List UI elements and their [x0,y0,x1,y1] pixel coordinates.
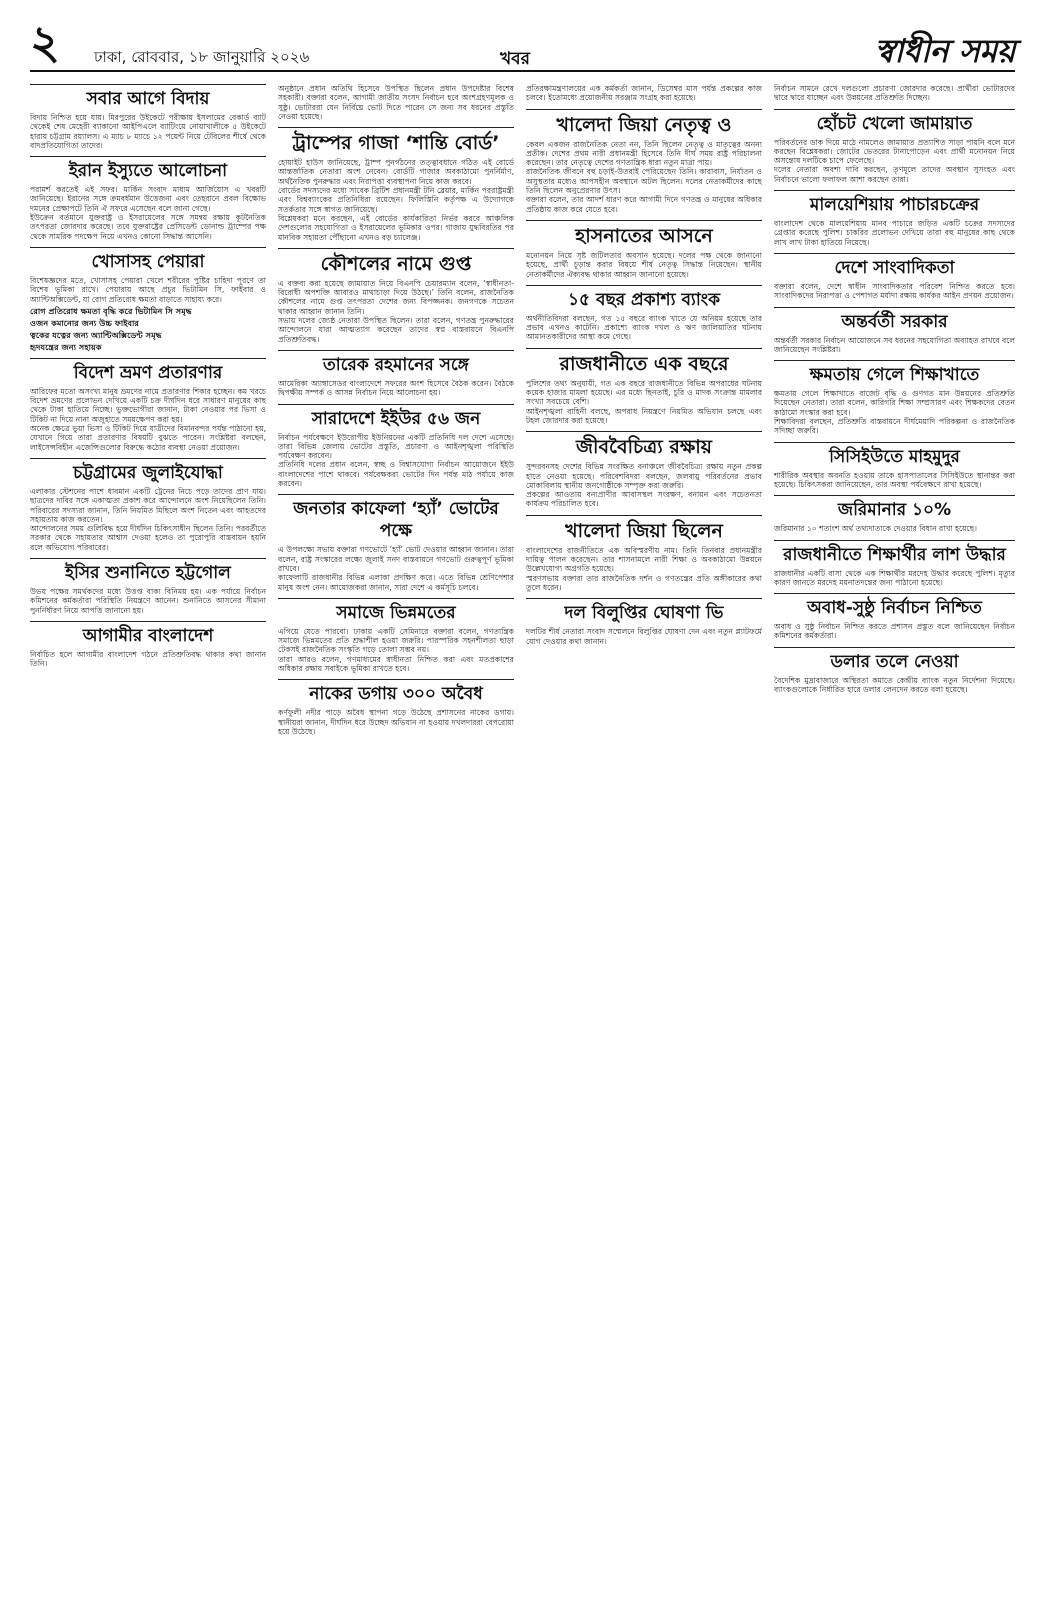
article [278,84,514,121]
article-subhead: ত্বকের যত্নের জন্য অ্যান্টিঅক্সিডেন্ট সমৃদ্ধ [30,329,162,340]
article-paragraph: নির্বাচন পর্যবেক্ষণে ইউরোপীয় ইউনিয়নের একটি প্রতিনিধি দল দেশে এসেছে। তারা বিভিন্ন জেলায় ভোটের প্রস্তুতি, প্রচারণা ও আইনশৃঙ্খলা পরিস্থিতি পর্যবেক্ষণ করবেন। [278,432,514,461]
article-headline[interactable]: তারেক রহমানের সঙ্গে [323,354,469,375]
article-paragraph: অনেক ক্ষেত্রে ভুয়া ভিসা ও টিকিট দিয়ে যাত্রীদের বিমানবন্দর পর্যন্ত পাঠানো হয়, যেখানে গিয়ে তারা প্রতারণার বিষয়টি বুঝতে পারেন। সংশ্লিষ্টরা বলছেন, লাইসেন্সবিহীন এজেন্সিগুলোর বিরুদ্ধে কঠোর ব্যবস্থা নেওয়া প্রয়োজন। [30,424,266,452]
article-paragraph: মনোনয়ন নিয়ে সৃষ্ট জটিলতার অবসান হয়েছে। দলের পক্ষ থেকে জানানো হয়েছে, প্রার্থী চূড়ান্ত করার বিষয়ে শীর্ষ নেতৃত্ব সিদ্ধান্ত নিয়েছেন। স্থানীয় নেতাকর্মীদের ঐক্যবদ্ধ থাকার আহ্বান জানানো হয়েছে। [526,250,762,279]
article-headline[interactable]: রাজধানীতে শিক্ষার্থীর লাশ উদ্ধার [783,544,1006,565]
article [526,84,762,103]
article-paragraph: বক্তারা বলেন, দেশে স্বাধীন সাংবাদিকতার পরিবেশ নিশ্চিত করতে হবে। সাংবাদিকদের নিরাপত্তা ও পেশাগত মর্যাদা রক্ষায় কার্যকর আইন প্রণয়ন প্রয়োজন। [774,281,1015,301]
article-paragraph: বিদায় নিশ্চিত হয়ে যায়। মিরপুরের উইকেটে পরীক্ষায় ইসলামের বেকার্ড ব্যাট থেকেই শেষ মেহেরী ব্যাকানো আইপিএলে ব্যাটিংয়ে নোয়াখালীকে ৫ উইকেটে হারায় চট্টগ্রাম রয়্যালস। এ ম্যাচ ৮ ম্যাচে ১২ পয়েন্ট নিয়ে টেবিলের শীর্ষে থেকে বাদপ্রতিযোগিতা তাদের। [30,113,266,150]
article [278,404,514,489]
article-headline[interactable]: সমাজে ভিন্নমতের [336,602,456,623]
article [526,598,762,646]
column-4 [774,84,1015,1584]
article-paragraph: কাফেলাটি রাজধানীর বিভিন্ন এলাকা প্রদক্ষিণ করে। এতে বিভিন্ন শ্রেণিপেশার মানুষ অংশ নেন। আয়োজকরা জানান, সারা দেশে এ কর্মসূচি চলবে। [278,573,514,592]
article [774,190,1015,247]
article-headline[interactable]: হোঁচট খেলো জামায়াত [816,113,973,134]
column-3 [526,84,762,1584]
article [526,220,762,279]
article-headline[interactable]: বিদেশ ভ্রমণ প্রতারণার [73,362,223,383]
article-paragraph: সুন্দরবনসহ দেশের বিভিন্ন সংরক্ষিত বনাঞ্চলে জীববৈচিত্র্য রক্ষায় নতুন প্রকল্প হাতে নেওয়া হয়েছে। পরিবেশবিদরা বলছেন, জলবায়ু পরিবর্তনের প্রভাব মোকাবিলায় স্থানীয় জনগোষ্ঠীকে সম্পৃক্ত করা জরুরি। [526,462,762,490]
article-paragraph: বাংলাদেশ থেকে মালয়েশিয়ায় মানব পাচারে জড়িত একটি চক্রের সদস্যদের গ্রেপ্তার করেছে পুলিশ। চাকরির প্রলোভন দেখিয়ে তারা বহু মানুষের কাছ থেকে লাখ লাখ টাকা হাতিয়ে নিয়েছে। [774,219,1015,247]
article [30,84,266,150]
article-paragraph: বিশ্লেষকরা মনে করছেন, এই বোর্ডের কার্যকারিতা নির্ভর করবে আঞ্চলিক দেশগুলোর সহযোগিতা ও ইসরায়েলের ভূমিকার ওপর। গাজায় যুদ্ধবিরতির পর মানবিক সহায়তা পৌঁছানো এখনও বড় চ্যালেঞ্জ। [278,213,514,242]
article-paragraph: বাংলাদেশের রাজনীতিতে এক অবিস্মরণীয় নাম। তিনি তিনবার প্রধানমন্ত্রীর দায়িত্ব পালন করেছেন। তার শাসনামলে নারী শিক্ষা ও অবকাঠামো উন্নয়নে উল্লেখযোগ্য অগ্রগতি হয়েছে। [526,545,762,574]
article-headline[interactable]: ইসির শুনানিতে হট্টগোল [65,563,231,584]
article-headline[interactable]: চট্টগ্রামের জুলাইযোদ্ধা [73,462,223,483]
article-paragraph: উভয় পক্ষের সমর্থকদের মধ্যে উত্তপ্ত বাক্য বিনিময় হয়। এক পর্যায়ে নির্বাচন কমিশনের কর্মকর্তারা পরিস্থিতি নিয়ন্ত্রণে আনেন। শুনানিতে আসনের সীমানা পুনর্নির্ধারণ নিয়ে আপত্তি জানানো হয়। [30,587,266,615]
article-paragraph: অবাধ ও সুষ্ঠু নির্বাচন নিশ্চিত করতে প্রশাসন প্রস্তুত বলে জানিয়েছেন নির্বাচন কমিশনের কর্মকর্তারা। [774,622,1015,641]
article-headline[interactable]: খোসাসহ পেয়ারা [91,251,205,272]
article-paragraph: বৈদেশিক মুদ্রাবাজারে অস্থিরতা কমাতে কেন্দ্রীয় ব্যাংক নতুন নির্দেশনা দিয়েছে। ব্যাংকগুলোকে নির্ধারিত হারে ডলার লেনদেন করতে বলা হয়েছে। [774,675,1015,695]
newspaper-brand: স্বাধীন সময় [874,32,1015,70]
article-subhead: হৃদযন্ত্রের জন্য সহায়ক [30,341,102,352]
article-headline[interactable]: খালেদা জিয়া নেতৃত্ব ও [556,113,732,136]
column-2 [278,84,514,1584]
article-paragraph: প্রতিনিধি দলের প্রধান বলেন, স্বচ্ছ ও বিশ্বাসযোগ্য নির্বাচন আয়োজনে ইইউ বাংলাদেশের পাশে থাকবে। পর্যবেক্ষকরা ভোটের দিন পর্যন্ত মাঠ পর্যায়ে কাজ করবেন। [278,460,514,489]
article [526,109,762,214]
article-subhead: ওজন কমানোর জন্য উচ্চ ফাইবার [30,317,139,328]
article [774,253,1015,301]
article [30,558,266,615]
article [278,248,514,344]
article-headline[interactable]: হাসনাতের আসনে [575,224,713,247]
article-paragraph: শারীরিক অবস্থার অবনতি হওয়ায় তাকে হাসপাতালের সিসিইউতে স্থানান্তর করা হয়েছে। চিকিৎসকরা জানিয়েছেন, তার অবস্থা পর্যবেক্ষণে রাখা হয়েছে। [774,470,1015,489]
article-paragraph: পরিবর্তনের ডাক দিয়ে মাঠে নামলেও জামায়াত প্রত্যাশিত সাড়া পায়নি বলে মনে করছেন বিশ্লেষকরা। জোটের ভেতরের টানাপোড়েন এবং প্রার্থী মনোনয়ন নিয়ে অসন্তোষ দলটিকে চাপে ফেলেছে। [774,137,1015,166]
article-headline[interactable]: ক্ষমতায় গেলে শিক্ষাখাতে [809,365,980,386]
article-paragraph: প্রতিরক্ষামন্ত্রণালয়ের এক কর্মকর্তা জানান, ডিসেম্বর মাস পর্যন্ত প্রকল্পের কাজ চলবে। ইতোমধ্যে প্রয়োজনীয় সরঞ্জাম সংগ্রহ করা হয়েছে। [526,84,762,103]
article [526,285,762,342]
article-paragraph: নির্বাচন সামনে রেখে দলগুলো প্রচারণা জোরদার করেছে। প্রার্থীরা ভোটারদের দ্বারে দ্বারে যাচ্ছেন এবং উন্নয়নের প্রতিশ্রুতি দিচ্ছেন। [774,84,1015,103]
article [278,494,514,591]
article [774,307,1015,355]
article [774,442,1015,490]
article-headline[interactable]: কৌশলের নামে গুপ্ত [320,252,472,275]
article-headline[interactable]: অন্তর্বর্তী সরকার [841,311,948,332]
article-headline[interactable]: দল বিলুপ্তির ঘোষণা ভি [564,603,724,624]
article-paragraph: অনুষ্ঠানে প্রধান অতিথি হিসেবে উপস্থিত ছিলেন প্রধান উপদেষ্টার বিশেষ সহকারী। বক্তারা বলেন, আগামী জাতীয় সংসদ নির্বাচন হবে অংশগ্রহণমূলক ও সুষ্ঠু। ভোটাররা যেন নির্বিঘ্নে ভোট দিতে পারেন সে জন্য সব ধরনের প্রস্তুতি নেওয়া হয়েছে। [278,84,514,121]
column-1 [30,84,266,1584]
article-headline[interactable]: নাকের ডগায় ৩০০ অবৈধ [309,684,483,705]
article [30,247,266,352]
article-paragraph: এলাকার স্টেশনের পাশে ধাবমান একটি ট্রেনের নিচে পড়ে তাদের প্রাণ যায়। ছাত্রদের দাবির সঙ্গে একাত্মতা প্রকাশ করে আন্দোলনে অংশ নিয়েছিলেন তিনি। পরিবারের সদস্যরা জানান, তিনি নিয়মিত মিছিলে অংশ নিতেন এবং আহতদের সহায়তায় কাজ করতেন। [30,486,266,524]
article-headline[interactable]: অবাধ-সুষ্ঠু নির্বাচন নিশ্চিত [807,598,982,619]
article [774,593,1015,641]
article [30,156,266,241]
article-paragraph: আইনশৃঙ্খলা বাহিনী বলছে, অপরাধ নিয়ন্ত্রণে নিয়মিত অভিযান চলছে এবং টহল জোরদার করা হয়েছে। [526,406,762,425]
article-paragraph: রাজনৈতিক জীবনে বহু চড়াই-উতরাই পেরিয়েছেন তিনি। কারাবাস, নির্যাতন ও অসুস্থতার মধ্যেও আপসহীন অবস্থানে অটল ছিলেন। দলের নেতাকর্মীদের কাছে তিনি ছিলেন অনুপ্রেরণার উৎস। [526,167,762,196]
article [774,84,1015,103]
article-headline[interactable]: দেশে সাংবাদিকতা [834,257,955,278]
article [774,495,1015,533]
article-headline[interactable]: ১৫ বছর প্রকাশ্য ব্যাংক [568,289,720,310]
article [526,348,762,425]
page-number: ২ [30,15,60,69]
article-headline[interactable]: ডলার তলে নেওয়া [830,651,959,672]
dateline: ঢাকা, রোববার, ১৮ জানুয়ারি ২০২৬ [94,48,310,66]
article-paragraph: নির্বাচিত হলে আগামীর বাংলাদেশ গঠনে প্রতিশ্রুতিবদ্ধ থাকার কথা জানান তিনি। [30,649,266,669]
article-headline[interactable]: আগামীর বাংলাদেশ [82,625,214,646]
article-paragraph: বক্তারা বলেন, তার আদর্শ ধারণ করে আগামী দিনে গণতন্ত্র ও মানুষের অধিকার প্রতিষ্ঠায় কাজ করে যেতে হবে। [526,195,762,214]
article [30,358,266,452]
article-paragraph: সভায় দলের জ্যেষ্ঠ নেতারা উপস্থিত ছিলেন। তারা বলেন, গণতন্ত্র পুনরুদ্ধারের আন্দোলনে যারা আত্মত্যাগ করেছেন তাদের স্বপ্ন বাস্তবায়নে বিএনপি প্রতিশ্রুতিবদ্ধ। [278,316,514,344]
article-headline[interactable]: ট্রাম্পের গাজা ‘শান্তি বোর্ড’ [292,132,500,155]
article [30,621,266,669]
article-paragraph: প্রকল্পের আওতায় বন্যপ্রাণীর আবাসস্থল সংরক্ষণ, বনায়ন এবং সচেতনতা কার্যক্রম পরিচালিত হবে। [526,490,762,509]
article-paragraph: দলের নেতারা অবশ্য দাবি করছেন, তৃণমূলে তাদের অবস্থান সুসংহত এবং নির্বাচনে ভালো ফলাফল আশা করছেন তারা। [774,165,1015,184]
article [774,109,1015,184]
article [278,350,514,398]
article-paragraph: ইউক্রেন বর্তমানে যুক্তরাষ্ট্র ও ইসরায়েলের সঙ্গে সমন্বয় রক্ষায় কূটনৈতিক তৎপরতা জোরদার করেছে। তবে যুক্তরাষ্ট্রের প্রেসিডেন্ট ডোনাল্ড ট্রাম্পের পক্ষ থেকে সামরিক পদক্ষেপ নিয়ে এখনও কোনো সিদ্ধান্ত আসেনি। [30,213,266,241]
article-headline[interactable]: মালয়েশিয়ায় পাচারচক্রের [809,195,980,216]
article-headline[interactable]: ইরান ইস্যুতে আলোচনা [68,161,228,182]
section-label: খবর [500,49,530,69]
article-paragraph: আমেরিকা অ্যাম্বাসেডর বাংলাদেশে সফরের অংশ হিসেবে বৈঠক করেন। বৈঠকে দ্বিপক্ষীয় সম্পর্ক ও আসন্ন নির্বাচন নিয়ে আলোচনা হয়। [278,378,514,398]
article-paragraph: তারা আরও বলেন, গণমাধ্যমের স্বাধীনতা নিশ্চিত করা এবং মতপ্রকাশের অধিকার রক্ষায় সবাইকে ভূমিকা রাখতে হবে। [278,654,514,673]
article-paragraph: অর্থনীতিবিদরা বলছেন, গত ১৫ বছরে ব্যাংক খাতে যে অনিয়ম হয়েছে তার প্রভাব এখনও কাটেনি। প্রকাশ্যে ব্যাংক দখল ও ঋণ জালিয়াতির ঘটনায় আমানতকারীদের আস্থা কমে গেছে। [526,313,762,342]
article-headline[interactable]: জরিমানার ১০% [837,500,952,521]
article-paragraph: রাজধানীর একটি বাসা থেকে এক শিক্ষার্থীর মরদেহ উদ্ধার করেছে পুলিশ। মৃত্যুর কারণ জানতে মরদেহ ময়নাতদন্তের জন্য পাঠানো হয়েছে। [774,568,1015,587]
article-paragraph: এ উপলক্ষ্যে সভায় বক্তারা গণভোটে ‘হ্যাঁ’ ভোট দেওয়ার আহ্বান জানান। তারা বলেন, রাষ্ট্র সংস্কারের লক্ষ্যে জুলাই সনদ বাস্তবায়নে গণভোট গুরুত্বপূর্ণ ভূমিকা রাখবে। [278,545,514,573]
article [774,360,1015,435]
article [30,458,266,552]
article-paragraph: জরিমানার ১০ শতাংশ অর্থ তথ্যদাতাকে দেওয়ার বিধান রাখা হয়েছে। [774,524,977,534]
article-paragraph: এগিয়ে যেতে পারবো। ঢাকায় একটি সেমিনারে বক্তারা বলেন, গণতান্ত্রিক সমাজে ভিন্নমতের প্রতি শ্রদ্ধাশীল হওয়া জরুরি। পারস্পরিক সহনশীলতা ছাড়া টেকসই রাজনৈতিক সংস্কৃতি গড়ে তোলা সম্ভব নয়। [278,626,514,655]
article-paragraph: দলটির শীর্ষ নেতারা সংবাদ সম্মেলনে বিলুপ্তির ঘোষণা দেন এবং নতুন প্ল্যাটফর্মে যোগ দেওয়ার কথা জানান। [526,627,762,646]
article-paragraph: অন্তর্বর্তী সরকার নির্বাচন আয়োজনে সব ধরনের সহযোগিতা অব্যাহত রাখবে বলে জানিয়েছেন সংশ্লিষ্টরা। [774,335,1015,354]
article-headline[interactable]: খালেদা জিয়া ছিলেন [565,519,723,542]
article-paragraph: বোর্ডের সদস্যদের মধ্যে সাবেক ব্রিটিশ প্রধানমন্ত্রী টনি ব্লেয়ার, মার্কিন পররাষ্ট্রমন্ত্রী এবং বিশ্বব্যাংকের প্রতিনিধিরা রয়েছেন। ফিলিস্তিনি কর্তৃপক্ষ এ উদ্যোগকে সতর্কতার সঙ্গে স্বাগত জানিয়েছে। [278,186,514,214]
article-headline[interactable]: রাজধানীতে এক বছরে [559,352,729,375]
article [278,127,514,242]
article-paragraph: এ বক্তব্য করা হয়েছে জামায়াত নিয়ে বিএনপি চেয়ারম্যান বলেন, ‘স্বাধীনতা-বিরোধী অপশক্তি আবারও মাথাচাড়া দিয়ে উঠছে।’ তিনি বলেন, রাজনৈতিক কৌশলের নামে গুপ্ত তৎপরতা দেশের জন্য বিপজ্জনক। জনগণকে সচেতন থাকার আহ্বান জানান তিনি। [278,278,514,316]
article-paragraph: পরামর্শ করতেই এই সফর। মার্কিন সংবাদ মাধ্যম আর্জিয়োস এ খবরটি জানিয়েছে। ইরানের সঙ্গে ক্রমবর্ধমান উত্তেজনা এবং তেহরানে প্রবল বিক্ষোভ দমনের প্রেক্ষাপটে তিনি ঐ সফরে এসেছেন বলে জানা গেছে। [30,185,266,213]
article [774,647,1015,695]
article-paragraph: আরিফের মতো অসংখ্য মানুষ ভ্রমণের নামে প্রতারণার শিকার হচ্ছেন। কম খরচে বিদেশ ভ্রমণের প্রলোভন দেখিয়ে একটি চক্র দীর্ঘদিন ধরে সাধারণ মানুষের কাছ থেকে টাকা হাতিয়ে নিচ্ছে। ভুক্তভোগীরা জানান, টাকা নেওয়ার পর ভিসা ও টিকিট না দিয়ে নানা অজুহাতে সময়ক্ষেপণ করা হয়। [30,386,266,424]
article [278,679,514,736]
article [278,598,514,673]
article-headline[interactable]: জীববৈচিত্র্য রক্ষায় [576,436,712,459]
article-paragraph: বিশেষজ্ঞদের মতে, খোসাসহ পেয়ারা খেলে শরীরের পুষ্টির চাহিদা পূরণে তা বিশেষ ভূমিকা রাখে। পেয়ারায় আছে প্রচুর ভিটামিন সি, ফাইবার ও অ্যান্টিঅক্সিডেন্ট, যা রোগ প্রতিরোধ ক্ষমতা বাড়াতে সাহায্য করে। [30,275,266,304]
article-paragraph: স্মরণসভায় বক্তারা তার রাজনৈতিক দর্শন ও গণতন্ত্রের প্রতি অঙ্গীকারের কথা তুলে ধরেন। [526,573,762,592]
article-paragraph: কর্ণফুলী নদীর পাড়ে অবৈধ স্থাপনা গড়ে উঠেছে প্রশাসনের নাকের ডগায়। স্থানীয়রা জানান, দীর্ঘদিন ধরে উচ্ছেদ অভিযান না হওয়ায় দখলদাররা বেপরোয়া হয়ে উঠেছে। [278,708,514,736]
article-paragraph: ক্ষমতায় গেলে শিক্ষাখাতে বাজেট বৃদ্ধি ও গুণগত মান উন্নয়নের প্রতিশ্রুতি দিয়েছেন নেতারা। তারা বলেন, কারিগরি শিক্ষা সম্প্রসারণ এবং শিক্ষকদের বেতন কাঠামো সংস্কার করা হবে। [774,389,1015,417]
article-headline[interactable]: জনতার কাফেলা ‘হ্যাঁ’ ভোটের পক্ষে [293,499,499,542]
masthead [30,15,1015,72]
article-paragraph: শিক্ষাবিদরা বলছেন, প্রতিশ্রুতি বাস্তবায়নে দীর্ঘমেয়াদি পরিকল্পনা ও রাজনৈতিক সদিচ্ছা জরুরি। [774,417,1015,436]
article [774,540,1015,588]
article-columns [30,84,1015,1584]
article-paragraph: আন্দোলনের সময় গুলিবিদ্ধ হয়ে দীর্ঘদিন চিকিৎসাধীন ছিলেন তিনি। পরবর্তীতে সরকার থেকে সহায়তার আশ্বাস দেওয়া হলেও তা পুরোপুরি বাস্তবায়ন হয়নি বলে অভিযোগ পরিবারের। [30,524,266,552]
article-subhead: রোগ প্রতিরোধ ক্ষমতা বৃদ্ধি করে ভিটামিন সি সমৃদ্ধ [30,305,192,316]
article-paragraph: হোয়াইট হাউস জানিয়েছে, ট্রাম্প পুনর্গঠনের তত্ত্বাবধানে গঠিত এই বোর্ডে আন্তর্জাতিক নেতারা অংশ নেবেন। বোর্ডটি গাজার অবকাঠামো পুনর্নির্মাণ, অর্থনৈতিক পুনরুদ্ধার এবং নিরাপত্তা ব্যবস্থাপনা নিয়ে কাজ করবে। [278,158,514,186]
article [526,515,762,592]
article [526,431,762,508]
article-headline[interactable]: সারাদেশে ইইউর ৫৬ জন [311,408,481,429]
article-paragraph: কেবল একজন রাজনৈতিক নেতা নন, তিনি ছিলেন নেতৃত্ব ও মাতৃত্বের অনন্য প্রতীক। দেশের প্রথম নারী প্রধানমন্ত্রী হিসেবে তিনি দীর্ঘ সময় রাষ্ট্র পরিচালনা করেছেন। তার নেতৃত্বে দেশের গণতান্ত্রিক ধারা নতুন মাত্রা পায়। [526,139,762,168]
article-headline[interactable]: সবার আগে বিদায় [86,89,210,109]
article-paragraph: পুলিশের তথ্য অনুযায়ী, গত এক বছরে রাজধানীতে বিভিন্ন অপরাধের ঘটনায় কয়েক হাজার মামলা হয়েছে। এর মধ্যে ছিনতাই, চুরি ও মাদক সংক্রান্ত মামলার সংখ্যা সবচেয়ে বেশি। [526,378,762,407]
article-headline[interactable]: সিসিইউতে মাহমুদুর [829,446,960,467]
